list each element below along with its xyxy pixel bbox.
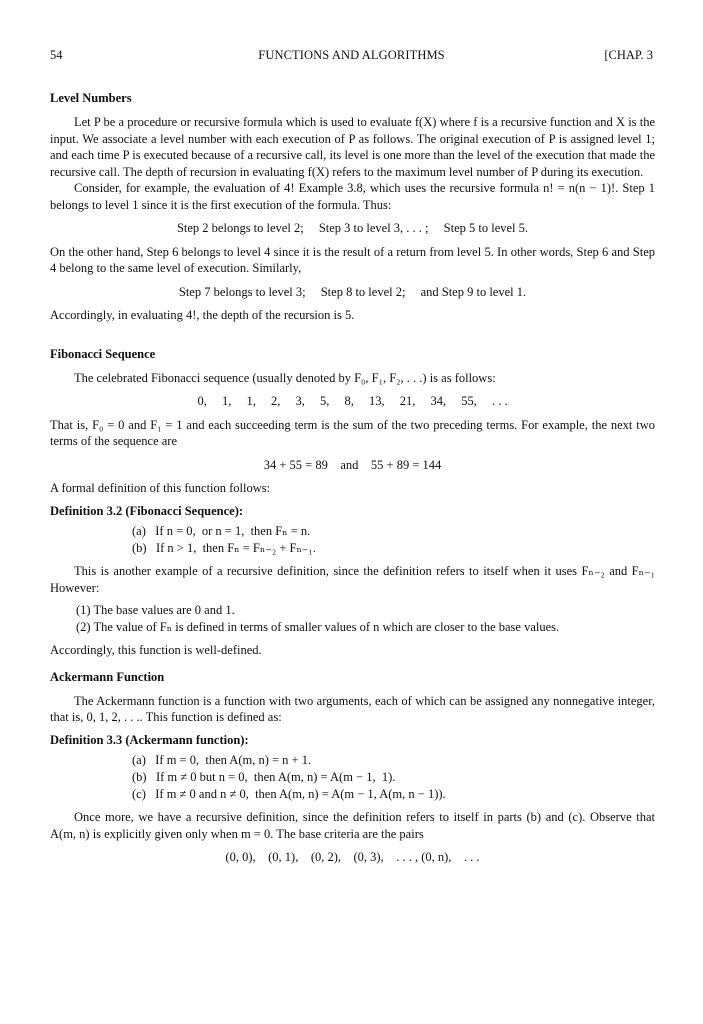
running-header <box>50 48 653 64</box>
display-line <box>50 220 655 237</box>
paragraph: Let P be a procedure or recursive formula which is used to evaluate f(X) where f is a recursive function and X is the input. We associate a level number with each execution of P as follows. The original execution of P is assigned level 1; and each time P is executed because of a recursive call, its level is one more than the level of the execution that made the recursive call. The depth of recursion in evaluating f(X) refers to the maximum level number of P during its execution. <box>50 115 655 179</box>
paragraph: Accordingly, this function is well-defined. <box>50 643 262 657</box>
page-number: 54 <box>50 48 63 62</box>
paragraph: Consider, for example, the evaluation of 4! Example 3.8, which uses the recursive formula n! = n(n − 1)!. Step 1 belongs to level 1 since it is the first execution of the formula. Thus: <box>50 181 655 212</box>
definition-heading: Definition 3.3 (Ackermann function): <box>50 732 249 747</box>
display-item: Step 7 belongs to level 3; <box>178 284 306 299</box>
sequence-term: 34, <box>430 394 447 408</box>
paragraph: The Ackermann function is a function with two arguments, each of which can be assigned any nonnegative integer, that is, 0, 1, 2, . . .. This function is defined as: <box>50 693 655 724</box>
paragraph: Once more, we have a recursive definition, since the definition refers to itself in parts (b) and (c). Observe that A(m, n) is explicitly given only when m = 0. The base criteria are the pairs <box>50 810 655 841</box>
section-heading: Level Numbers <box>50 91 132 105</box>
definition-case: (a) If n = 0, or n = 1, then Fₙ = n. <box>132 524 311 538</box>
definition-case: (b) If m ≠ 0 but n = 0, then A(m, n) = A(m − 1, 1). <box>132 770 396 784</box>
paragraph: On the other hand, Step 6 belongs to level 4 since it is the result of a return from level 5. In other words, Step 6 and Step 4 belong to the same level of execution. Similarly, <box>50 244 655 275</box>
sequence-term: 1, <box>246 394 256 408</box>
sequence-term: 3, <box>295 394 305 408</box>
definition-case: (c) If m ≠ 0 and n ≠ 0, then A(m, n) = A(m − 1, A(m, n − 1)). <box>132 787 446 801</box>
paragraph: This is another example of a recursive definition, since the definition refers to itself when it uses Fₙ₋₂ and Fₙ₋₁ However: <box>50 564 655 595</box>
sequence-term: 13, <box>368 394 385 408</box>
section-heading: Fibonacci Sequence <box>50 346 156 361</box>
display-pairs: (0, 0), (0, 1), (0, 2), (0, 3), . . . , (0, n), . . . <box>225 850 480 864</box>
paragraph: A formal definition of this function follows: <box>50 481 271 495</box>
definition-heading: Definition 3.2 (Fibonacci Sequence): <box>50 503 244 518</box>
sequence-term: 8, <box>344 394 354 408</box>
chapter-label: [CHAP. 3 <box>604 48 653 62</box>
sequence-term: 55, <box>461 394 477 408</box>
section-heading: Ackermann Function <box>50 669 165 684</box>
sequence-term: 5, <box>319 394 330 408</box>
paragraph: That is, F₀ = 0 and F₁ = 1 and each succeeding term is the sum of the two preceding terms. For example, the next two terms of the sequence are <box>50 417 655 448</box>
display-line <box>50 284 655 301</box>
page-body <box>50 90 655 873</box>
list-item: (1) The base values are 0 and 1. <box>76 603 235 617</box>
fibonacci-sequence <box>50 393 655 410</box>
paragraph: Accordingly, in evaluating 4!, the depth of the recursion is 5. <box>50 308 355 322</box>
ackermann-section <box>50 669 655 866</box>
numbered-list <box>50 602 655 636</box>
display-item: Step 5 to level 5. <box>443 221 529 235</box>
display-item: and Step 9 to level 1. <box>420 284 527 299</box>
display-item: Step 3 to level 3, . . . ; <box>318 221 429 235</box>
paragraph: The celebrated Fibonacci sequence (usually denoted by F₀, F₁, F₂, . . .) is as follows: <box>74 370 496 385</box>
definition-cases <box>50 752 655 803</box>
definition-cases <box>50 523 655 557</box>
sequence-term: 1, <box>221 394 232 408</box>
list-item: (2) The value of Fₙ is defined in terms of smaller values of n which are closer to the base values. <box>76 620 560 634</box>
sequence-term: 21, <box>399 394 416 408</box>
display-item: Step 8 to level 2; <box>320 284 406 299</box>
sequence-term: . . . <box>491 394 508 408</box>
definition-case: (b) If n > 1, then Fₙ = Fₙ₋₂ + Fₙ₋₁. <box>132 541 316 555</box>
display-item: Step 2 belongs to level 2; <box>176 221 304 235</box>
sequence-term: 0, <box>197 394 207 408</box>
level-numbers-section <box>50 90 655 324</box>
chapter-title: FUNCTIONS AND ALGORITHMS <box>258 48 445 62</box>
fibonacci-section <box>50 346 655 659</box>
sequence-term: 2, <box>270 394 281 408</box>
definition-case: (a) If m = 0, then A(m, n) = n + 1. <box>132 753 312 767</box>
display-equation: 34 + 55 = 89 and 55 + 89 = 144 <box>263 457 442 472</box>
